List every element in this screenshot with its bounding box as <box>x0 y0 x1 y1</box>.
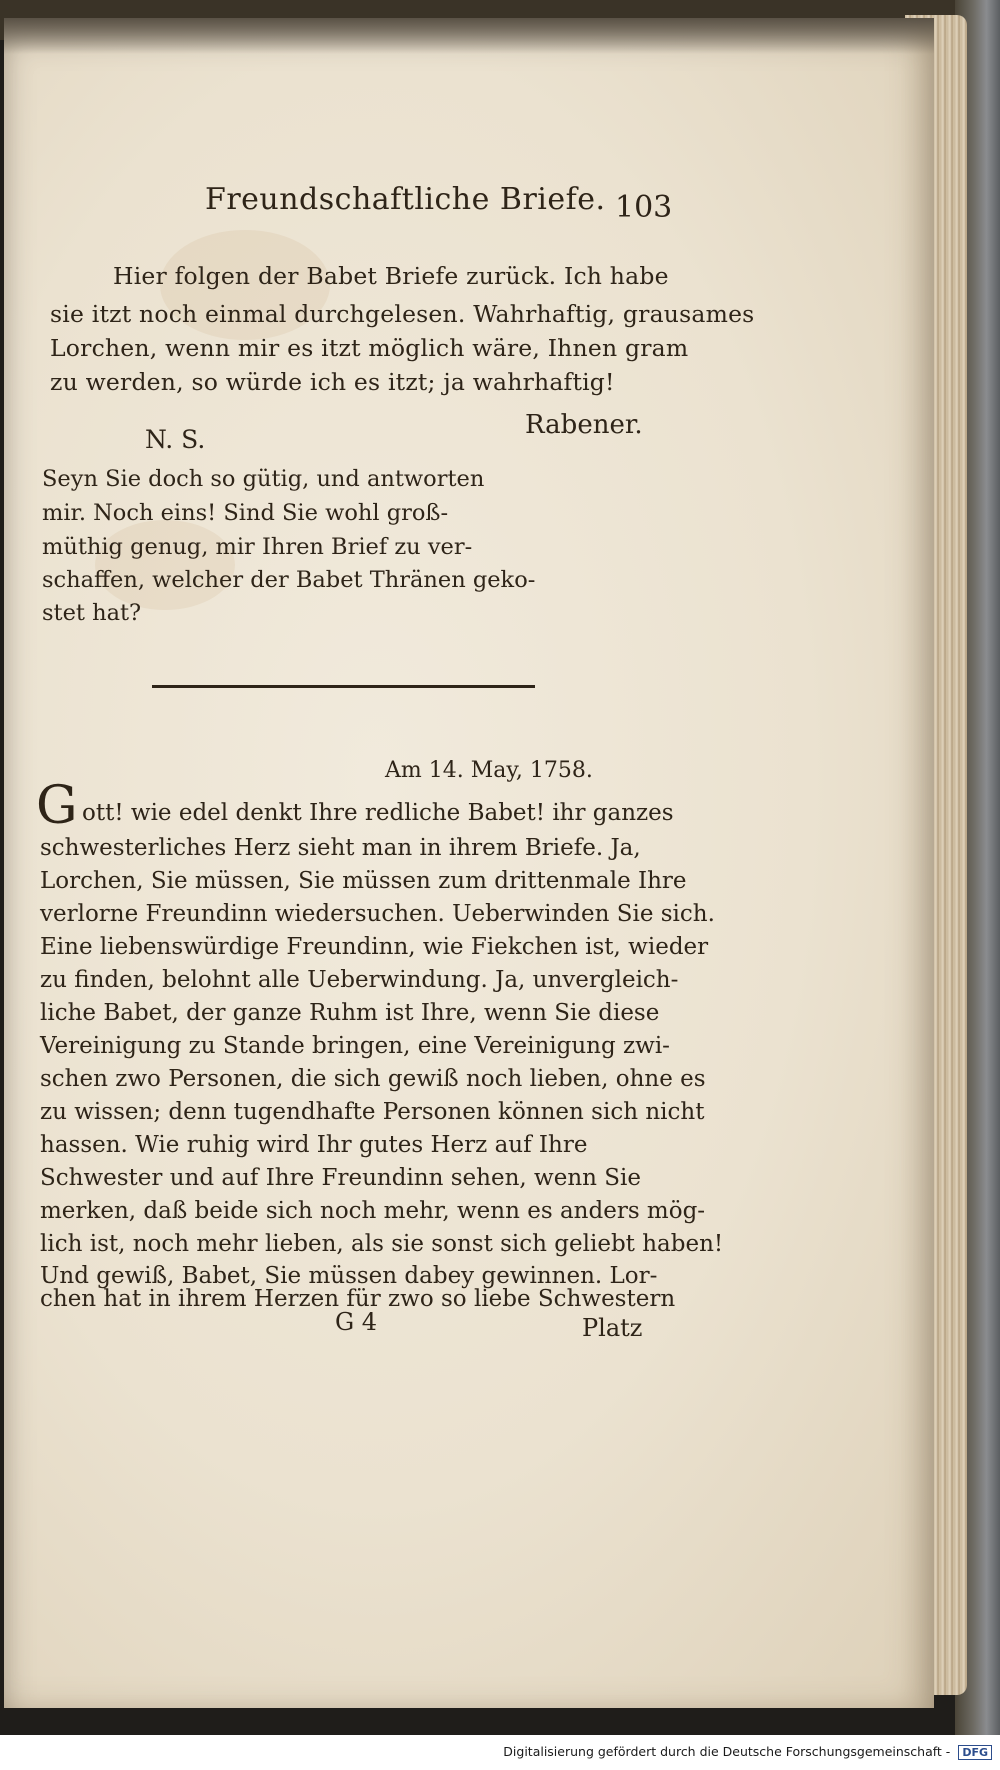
text-line: Lorchen, wenn mir es itzt möglich wäre, Ihnen gram <box>50 334 689 362</box>
text-line: ott! wie edel denkt Ihre redliche Babet! ihr ganzes <box>82 800 674 826</box>
text-line: Hier folgen der Babet Briefe zurück. Ich habe <box>113 262 669 290</box>
text-line: Eine liebenswürdige Freundinn, wie Fiekchen ist, wieder <box>40 934 709 960</box>
signature-mark: G 4 <box>335 1308 378 1336</box>
postscript-line: stet hat? <box>42 600 142 626</box>
text-line: hassen. Wie ruhig wird Ihr gutes Herz auf Ihre <box>40 1132 588 1158</box>
credit-text: Digitalisierung gefördert durch die Deutsche Forschungsgemeinschaft - <box>503 1744 951 1759</box>
text-line: Vereinigung zu Stande bringen, eine Vereinigung zwi- <box>40 1033 670 1059</box>
text-line: zu wissen; denn tugendhafte Personen können sich nicht <box>40 1099 705 1125</box>
drop-cap: G <box>36 776 78 836</box>
section-divider <box>152 685 535 688</box>
text-line: Und gewiß, Babet, Sie müssen dabey gewinnen. Lor- <box>40 1263 658 1289</box>
page-shadow <box>4 18 934 54</box>
text-line: verlorne Freundinn wiedersuchen. Ueberwinden Sie sich. <box>40 901 715 927</box>
text-line: zu finden, belohnt alle Ueberwindung. Ja, unvergleich- <box>40 967 679 993</box>
date-line: Am 14. May, 1758. <box>385 758 593 783</box>
postscript-line: schaffen, welcher der Babet Thränen geko- <box>42 567 536 593</box>
footer-credit <box>503 1744 992 1760</box>
signature: Rabener. <box>525 410 643 440</box>
postscript-line: mir. Noch eins! Sind Sie wohl groß- <box>42 500 449 526</box>
text-line: schen zwo Personen, die sich gewiß noch lieben, ohne es <box>40 1066 706 1092</box>
text-line: merken, daß beide sich noch mehr, wenn es anders mög- <box>40 1198 706 1224</box>
running-header: Freundschaftliche Briefe. <box>205 182 606 217</box>
postscript-line: müthig genug, mir Ihren Brief zu ver- <box>42 534 473 560</box>
page-number: 103 <box>615 190 673 225</box>
text-line: chen hat in ihrem Herzen für zwo so liebe Schwestern <box>40 1286 676 1312</box>
dfg-logo: DFG <box>958 1745 992 1760</box>
text-line: zu werden, so würde ich es itzt; ja wahrhaftig! <box>50 368 615 396</box>
text-line: schwesterliches Herz sieht man in ihrem Briefe. Ja, <box>40 835 641 861</box>
text-line: Schwester und auf Ihre Freundinn sehen, wenn Sie <box>40 1165 641 1191</box>
text-line: sie itzt noch einmal durchgelesen. Wahrhaftig, grausames <box>50 300 755 328</box>
text-line: liche Babet, der ganze Ruhm ist Ihre, wenn Sie diese <box>40 1000 660 1026</box>
postscript-line: Seyn Sie doch so gütig, und antworten <box>42 466 485 492</box>
postscript-label: N. S. <box>145 425 206 454</box>
text-line: lich ist, noch mehr lieben, als sie sonst sich geliebt haben! <box>40 1231 724 1257</box>
text-line: Lorchen, Sie müssen, Sie müssen zum drittenmale Ihre <box>40 868 687 894</box>
catchword: Platz <box>582 1314 643 1342</box>
